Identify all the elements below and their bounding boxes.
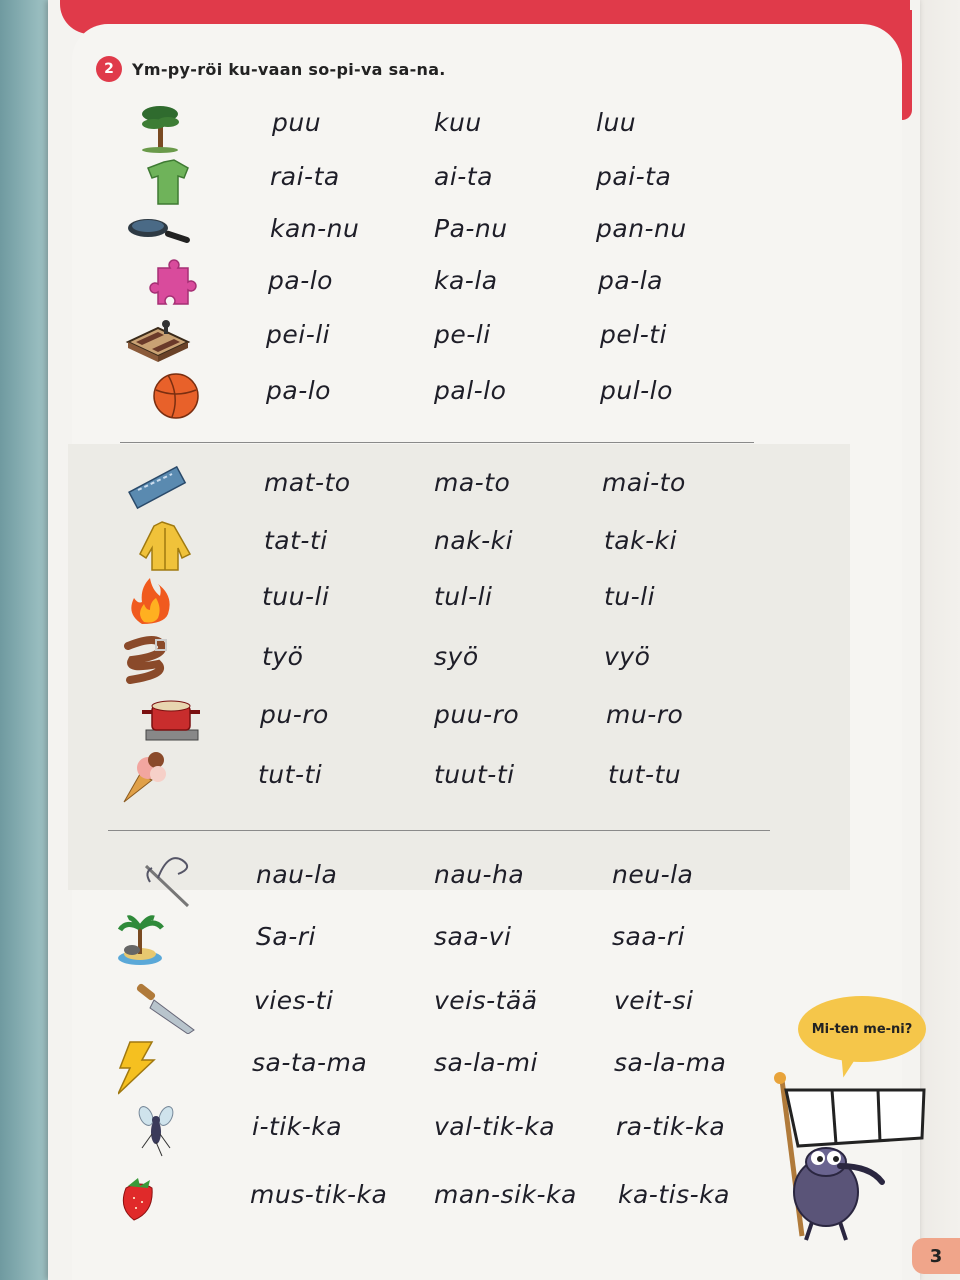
word-option-2[interactable]: val-tik-ka xyxy=(434,1112,556,1141)
word-option-2[interactable]: ai-ta xyxy=(434,162,493,191)
word-option-3[interactable]: pan-nu xyxy=(596,214,687,243)
speech-bubble xyxy=(798,996,926,1062)
fire-icon xyxy=(118,574,206,630)
word-option-1[interactable]: rai-ta xyxy=(270,162,340,191)
word-option-3[interactable]: vyö xyxy=(604,642,651,671)
ice-cream-icon xyxy=(118,752,206,808)
word-row xyxy=(0,258,960,314)
word-option-1[interactable]: puu xyxy=(272,108,322,137)
word-option-1[interactable]: pa-lo xyxy=(268,266,333,295)
word-row xyxy=(0,368,960,424)
belt-icon xyxy=(118,634,206,690)
word-row xyxy=(0,460,960,516)
word-row xyxy=(0,154,960,210)
word-row xyxy=(0,100,960,156)
word-option-3[interactable]: neu-la xyxy=(612,860,694,889)
word-option-2[interactable]: saa-vi xyxy=(434,922,512,951)
word-row xyxy=(0,312,960,368)
word-option-3[interactable]: mai-to xyxy=(602,468,686,497)
word-option-3[interactable]: tut-tu xyxy=(608,760,682,789)
word-option-1[interactable]: tat-ti xyxy=(264,526,328,555)
word-row xyxy=(0,752,960,808)
strawberry-icon xyxy=(118,1172,206,1228)
word-option-2[interactable]: ka-la xyxy=(434,266,498,295)
word-option-1[interactable]: Sa-ri xyxy=(256,922,316,951)
word-option-3[interactable]: veit-si xyxy=(614,986,694,1015)
lightning-icon xyxy=(118,1040,206,1096)
word-row xyxy=(0,574,960,630)
word-option-2[interactable]: syö xyxy=(434,642,479,671)
word-option-1[interactable]: pu-ro xyxy=(260,700,329,729)
word-option-2[interactable]: nak-ki xyxy=(434,526,514,555)
word-option-2[interactable]: Pa-nu xyxy=(434,214,508,243)
word-option-3[interactable]: tak-ki xyxy=(604,526,678,555)
word-option-2[interactable]: pal-lo xyxy=(434,376,507,405)
word-option-3[interactable]: luu xyxy=(596,108,637,137)
word-option-1[interactable]: mus-tik-ka xyxy=(250,1180,388,1209)
word-option-1[interactable]: sa-ta-ma xyxy=(252,1048,368,1077)
word-option-3[interactable]: ka-tis-ka xyxy=(618,1180,730,1209)
word-option-2[interactable]: nau-ha xyxy=(434,860,525,889)
knife-icon xyxy=(118,978,206,1034)
word-option-2[interactable]: veis-tää xyxy=(434,986,538,1015)
word-option-3[interactable]: saa-ri xyxy=(612,922,685,951)
mosquito-icon xyxy=(118,1104,206,1160)
exercise-instruction xyxy=(96,56,446,82)
board-game-icon xyxy=(118,312,206,368)
word-option-2[interactable]: tuut-ti xyxy=(434,760,515,789)
frying-pan-icon xyxy=(118,206,206,262)
word-option-1[interactable]: kan-nu xyxy=(270,214,360,243)
word-option-1[interactable]: nau-la xyxy=(256,860,338,889)
word-option-2[interactable]: man-sik-ka xyxy=(434,1180,577,1209)
section-divider xyxy=(108,830,770,831)
word-row xyxy=(0,914,960,970)
island-icon xyxy=(118,914,206,970)
word-option-1[interactable]: i-tik-ka xyxy=(252,1112,343,1141)
word-option-1[interactable]: pa-lo xyxy=(266,376,331,405)
cooking-pot-icon xyxy=(118,692,206,748)
word-option-2[interactable]: pe-li xyxy=(434,320,491,349)
rug-icon xyxy=(118,460,206,516)
word-option-2[interactable]: ma-to xyxy=(434,468,511,497)
instruction-text: Ym-py-röi ku-vaan so-pi-va sa-na. xyxy=(132,59,446,79)
word-option-3[interactable]: pai-ta xyxy=(596,162,672,191)
word-row xyxy=(0,206,960,262)
shirt-icon xyxy=(118,154,206,210)
word-option-1[interactable]: työ xyxy=(262,642,304,671)
word-option-3[interactable]: pel-ti xyxy=(600,320,667,349)
word-option-1[interactable]: tuu-li xyxy=(262,582,330,611)
word-row xyxy=(0,518,960,574)
word-option-3[interactable]: sa-la-ma xyxy=(614,1048,727,1077)
puzzle-piece-icon xyxy=(118,258,206,314)
tree-icon xyxy=(118,100,206,156)
word-option-2[interactable]: sa-la-mi xyxy=(434,1048,538,1077)
word-option-2[interactable]: tul-li xyxy=(434,582,493,611)
word-option-3[interactable]: pa-la xyxy=(598,266,663,295)
word-option-3[interactable]: tu-li xyxy=(604,582,656,611)
speech-text: Mi-ten me-ni? xyxy=(811,1021,913,1037)
word-option-1[interactable]: pei-li xyxy=(266,320,331,349)
word-option-2[interactable]: kuu xyxy=(434,108,482,137)
word-option-3[interactable]: ra-tik-ka xyxy=(616,1112,726,1141)
word-option-2[interactable]: puu-ro xyxy=(434,700,520,729)
page-number: 3 xyxy=(912,1238,960,1274)
word-option-3[interactable]: pul-lo xyxy=(600,376,673,405)
ball-icon xyxy=(118,368,206,424)
word-option-1[interactable]: tut-ti xyxy=(258,760,323,789)
word-row xyxy=(0,852,960,908)
word-row xyxy=(0,634,960,690)
exercise-number: 2 xyxy=(96,56,122,82)
raincoat-icon xyxy=(118,518,206,574)
section-divider xyxy=(120,442,754,443)
word-option-1[interactable]: vies-ti xyxy=(254,986,334,1015)
word-option-1[interactable]: mat-to xyxy=(264,468,351,497)
word-option-3[interactable]: mu-ro xyxy=(606,700,684,729)
beetle-with-flag-icon xyxy=(760,1066,940,1242)
word-row xyxy=(0,692,960,748)
needle-icon xyxy=(118,852,206,908)
